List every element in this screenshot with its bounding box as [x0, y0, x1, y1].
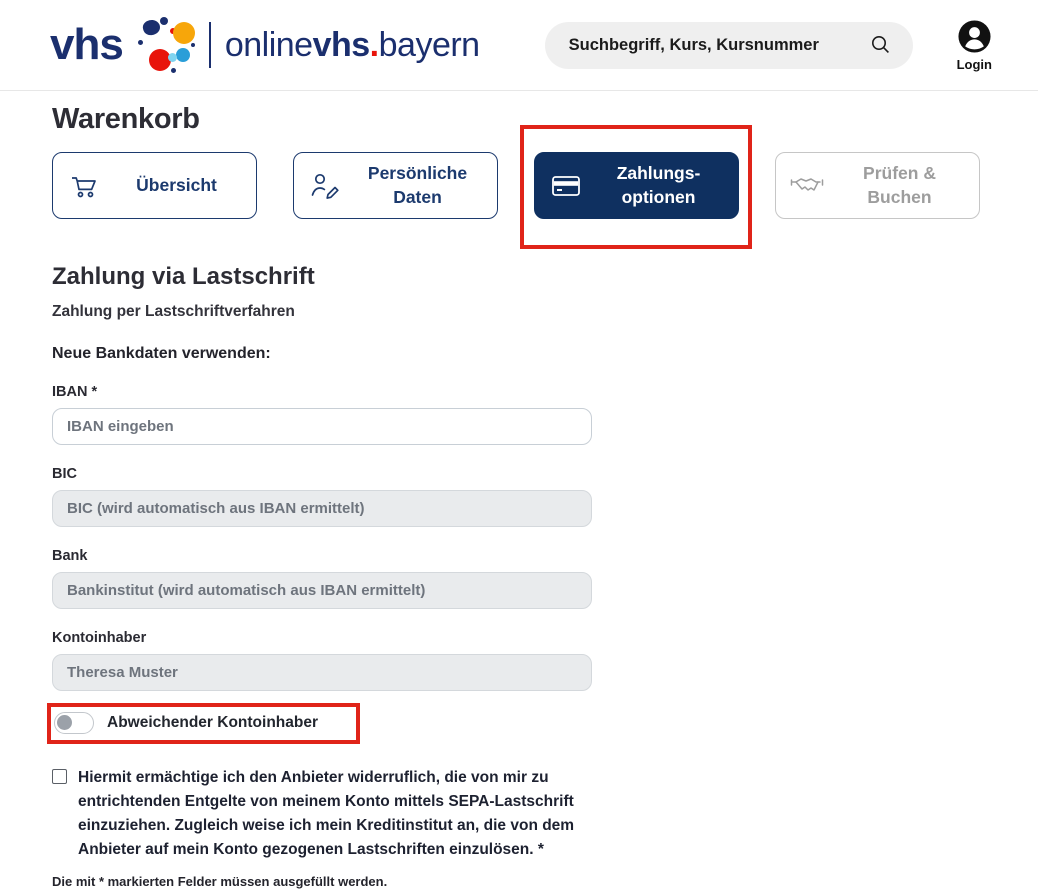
iban-input[interactable] [52, 408, 592, 445]
warenkorb-page [0, 91, 1038, 889]
different-account-holder-toggle-row[interactable] [54, 712, 318, 734]
step-label: Persönliche Daten [367, 162, 468, 207]
bic-label: BIC [52, 466, 77, 482]
payment-section-title: Zahlung via Lastschrift [52, 263, 315, 290]
account-holder-label: Kontoinhaber [52, 630, 147, 646]
site-header [0, 0, 1038, 91]
page-title: Warenkorb [52, 103, 200, 135]
bank-input [52, 572, 592, 609]
site-logo[interactable] [50, 16, 480, 74]
bic-field-group [52, 466, 592, 527]
account-holder-input [52, 654, 592, 691]
checkout-steps [52, 152, 1038, 219]
search-button[interactable] [865, 29, 897, 61]
sepa-consent-row [52, 766, 592, 862]
annotated-step-wrap [534, 152, 739, 219]
toggle-knob [57, 715, 72, 730]
account-holder-field-group [52, 630, 592, 691]
search-input[interactable] [569, 36, 865, 55]
logo-divider [209, 22, 211, 68]
login-label: Login [956, 56, 992, 72]
bic-input [52, 490, 592, 527]
iban-label: IBAN * [52, 384, 98, 400]
iban-field-group [52, 384, 592, 445]
step-label: Zahlungs-optionen [616, 162, 701, 207]
bank-label: Bank [52, 548, 88, 564]
vhs-logo-text: vhs [50, 20, 123, 69]
vhs-logo-dots-icon [137, 16, 195, 74]
step-zahlungsoptionen-button[interactable] [534, 152, 739, 219]
new-bank-data-heading: Neue Bankdaten verwenden: [52, 345, 271, 362]
step-uebersicht-button[interactable] [52, 152, 257, 219]
handshake-icon [790, 173, 824, 199]
different-account-holder-label: Abweichender Kontoinhaber [107, 714, 318, 731]
cart-icon [67, 172, 101, 200]
different-account-holder-toggle[interactable] [54, 712, 94, 734]
bank-field-group [52, 548, 592, 609]
credit-card-icon [549, 173, 583, 199]
step-persoenliche-daten-button[interactable] [293, 152, 498, 219]
search-bar [545, 22, 913, 69]
login-button[interactable] [957, 19, 992, 72]
step-label: Prüfen & Buchen [863, 162, 936, 207]
sepa-consent-checkbox[interactable] [52, 769, 67, 784]
search-icon [869, 33, 893, 57]
required-fields-note: Die mit * markierten Felder müssen ausgefüllt werden. [52, 874, 388, 889]
step-label: Übersicht [136, 174, 217, 195]
step-pruefen-buchen-button[interactable] [775, 152, 980, 219]
person-edit-icon [308, 171, 342, 201]
payment-section-subtitle: Zahlung per Lastschriftverfahren [52, 303, 295, 320]
site-name: onlinevhs.bayern [224, 26, 480, 64]
user-avatar-icon [957, 19, 992, 54]
sepa-consent-text: Hiermit ermächtige ich den Anbieter widerruflich, die von mir zu entrichtenden Entgelte von meinem Konto mittels SEPA-Lastschrift einzuziehen. Zugleich weise ich mein Kreditinstitut an, die von dem Anbieter auf mein Konto gezogenen Lastschriften einzulösen. * [78, 769, 575, 859]
